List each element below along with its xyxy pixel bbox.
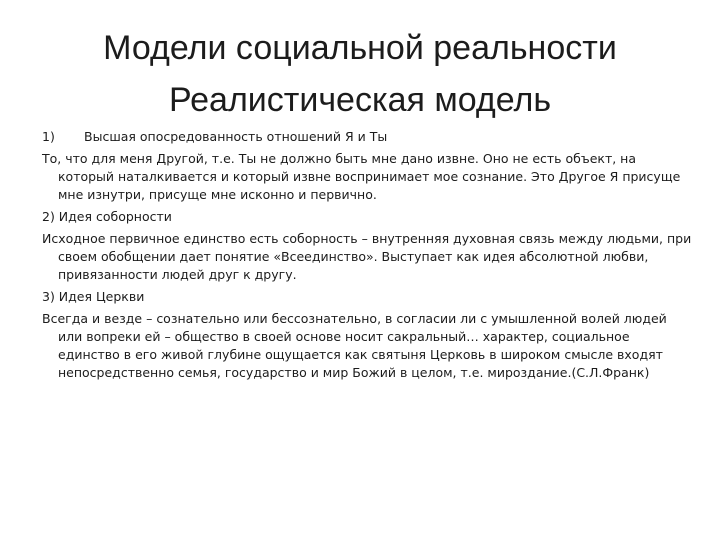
item-3-heading: 3) Идея Церкви xyxy=(42,289,145,304)
item-1-number: 1) xyxy=(42,129,55,144)
item-1-heading: Высшая опосредованность отношений Я и Ты xyxy=(84,129,388,144)
item-3-text: Всегда и везде – сознательно или бессознательно, в согласии ли с умышленной волей людей или вопреки ей – общество в своей основе носит сакральный… характер, социальное единство в его живой глубине ощущается как святыня Церковь в широком смысле входят непосредственно семья, государство и мир Божий в целом, т.е. мироздание.(С.Л.Франк) xyxy=(42,311,667,380)
item-1-text: То, что для меня Другой, т.е. Ты не должно быть мне дано извне. Оно не есть объект, на который наталкивается и который извне воспринимает мое сознание. Это Другое Я присуще мне изнутри, присуще мне исконно и первично. xyxy=(42,151,681,202)
item-1-heading-row xyxy=(42,128,692,146)
title-line-1: Модели социальной реальности xyxy=(103,29,617,67)
slide-title xyxy=(0,22,720,126)
slide-body xyxy=(42,128,692,382)
title-line-2: Реалистическая модель xyxy=(168,81,552,119)
item-2-text: Исходное первичное единство есть соборность – внутренняя духовная связь между людьми, при своем обобщении дает понятие «Всеединство». Выступает как идея абсолютной любви, привязанности людей друг к другу. xyxy=(42,231,692,282)
item-2-heading: 2) Идея соборности xyxy=(42,209,172,224)
